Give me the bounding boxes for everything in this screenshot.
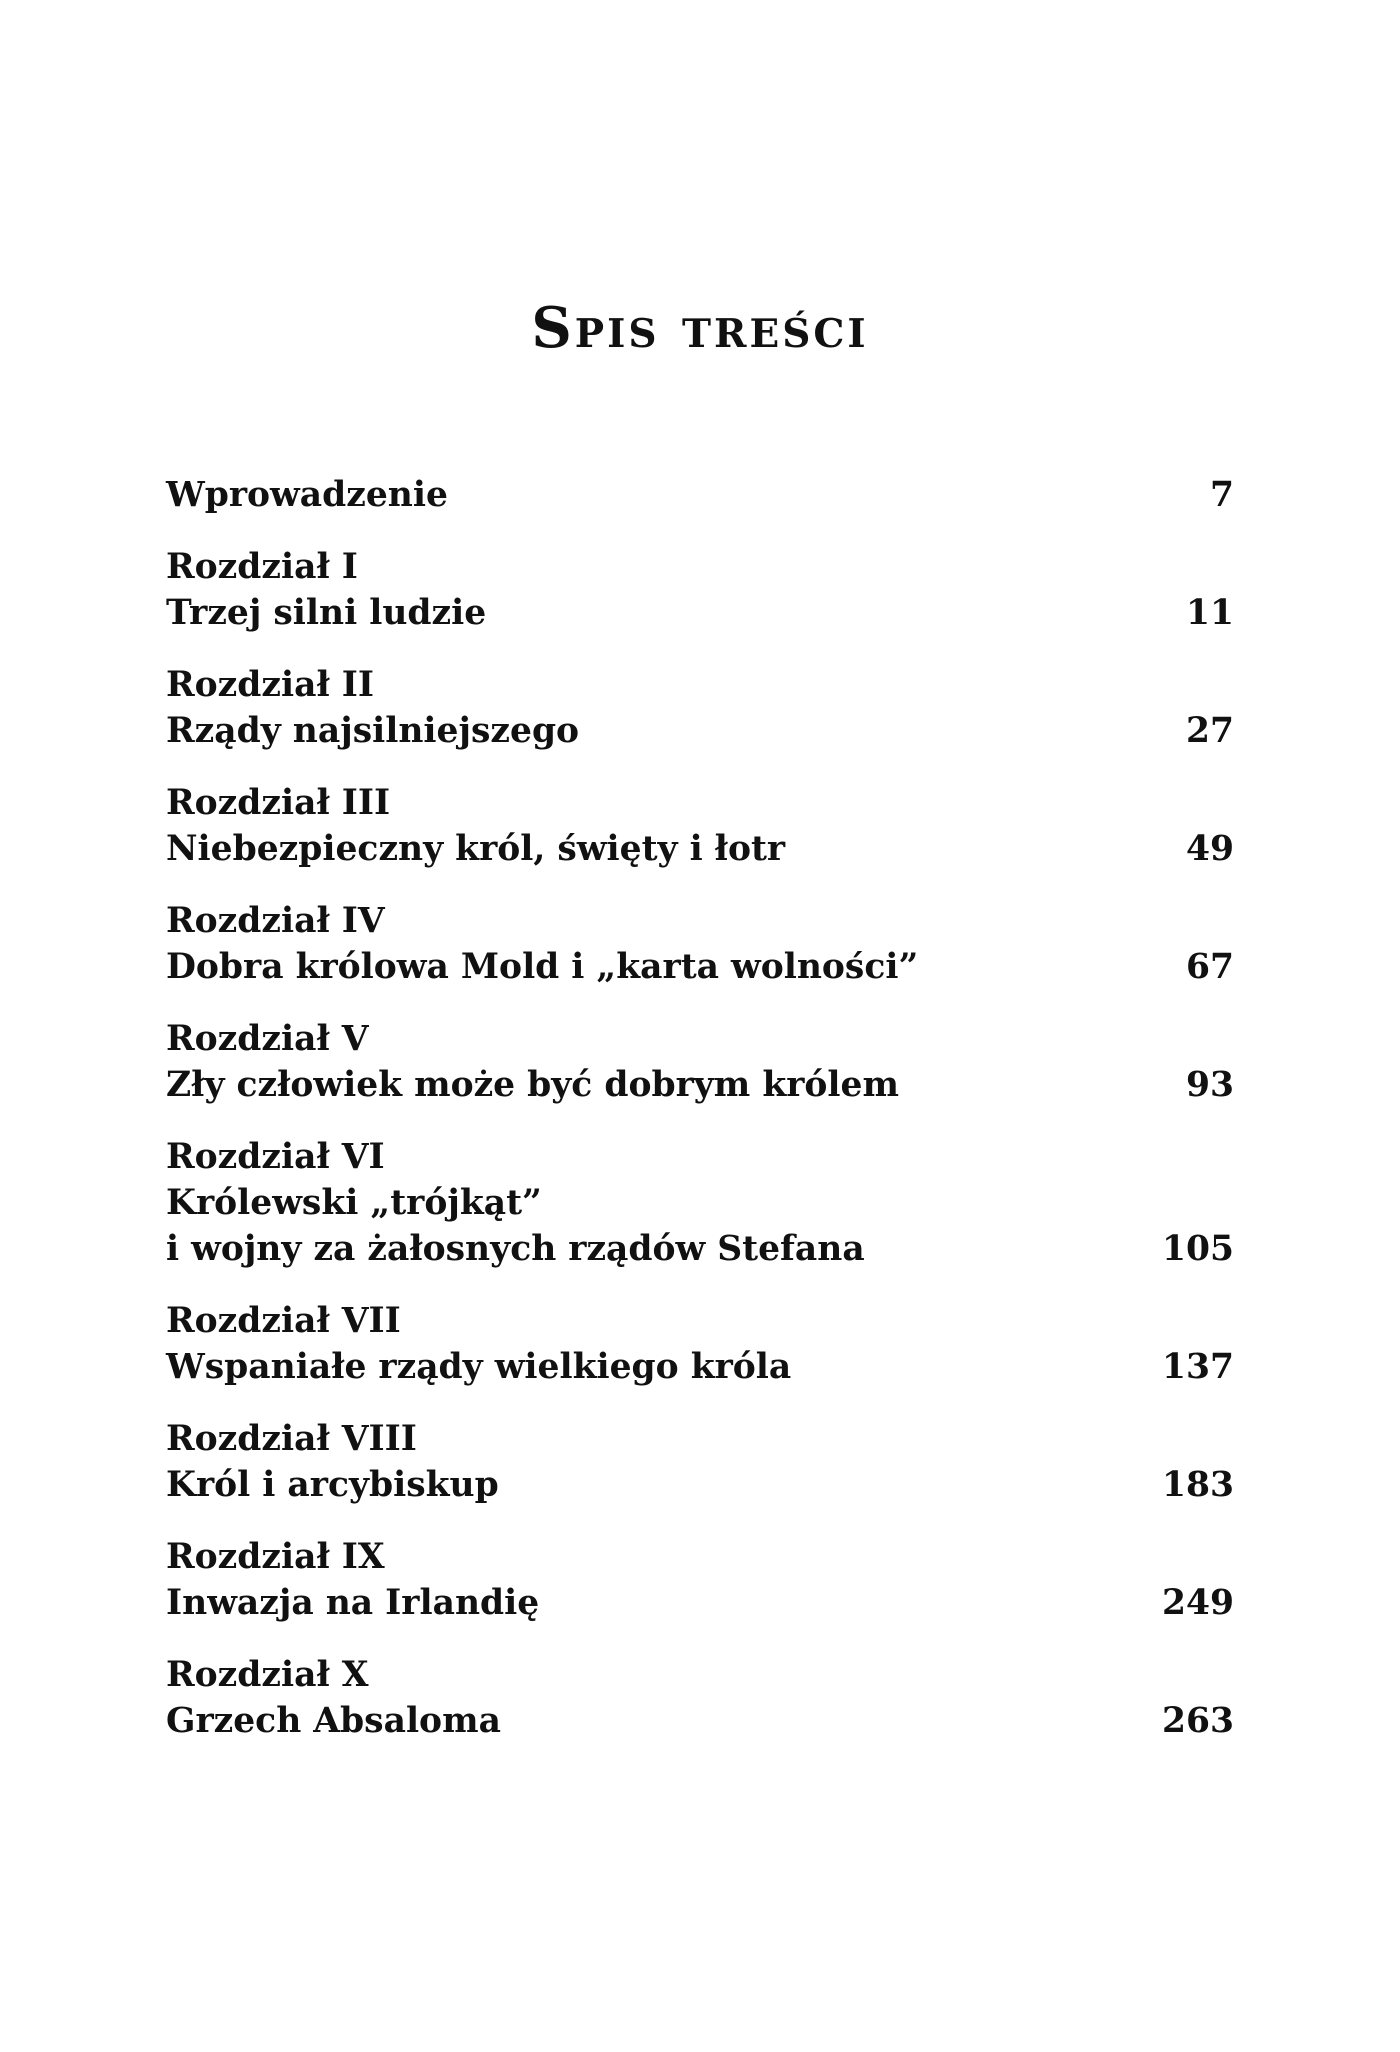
toc-chapter-label: Rozdział III bbox=[166, 783, 391, 823]
toc-chapter-label: Rozdział VIII bbox=[166, 1419, 417, 1459]
toc-entry-text bbox=[166, 780, 785, 872]
toc-chapter-label: Rozdział V bbox=[166, 1019, 369, 1059]
toc-entry-chapter-4 bbox=[166, 898, 1234, 990]
toc-entry-chapter-2 bbox=[166, 662, 1234, 754]
page-title: Spis treści bbox=[531, 295, 869, 361]
toc-entry-text bbox=[166, 472, 448, 518]
toc-page-number: 11 bbox=[1185, 593, 1234, 633]
toc-entry-text bbox=[166, 1016, 899, 1108]
toc-entry-text bbox=[166, 1652, 501, 1744]
toc-entry-title-continuation: i wojny za żałosnych rządów Stefana bbox=[166, 1229, 865, 1269]
toc-page-number: 137 bbox=[1161, 1347, 1234, 1387]
toc-entry-chapter-8 bbox=[166, 1416, 1234, 1508]
toc-entry-text bbox=[166, 1298, 791, 1390]
toc-entry-text bbox=[166, 1134, 865, 1272]
toc-entry-chapter-5 bbox=[166, 1016, 1234, 1108]
toc-entry-chapter-10 bbox=[166, 1652, 1234, 1744]
toc-entry-title: Inwazja na Irlandię bbox=[166, 1583, 540, 1623]
toc-page-number: 105 bbox=[1161, 1229, 1234, 1269]
toc-entry-title: Król i arcybiskup bbox=[166, 1465, 499, 1505]
toc-entry-title: Wprowadzenie bbox=[166, 475, 448, 515]
toc-entry-text bbox=[166, 662, 579, 754]
toc-entry-chapter-1 bbox=[166, 544, 1234, 636]
toc-chapter-label: Rozdział VII bbox=[166, 1301, 401, 1341]
toc-chapter-label: Rozdział IX bbox=[166, 1537, 385, 1577]
toc-page-number: 67 bbox=[1185, 947, 1234, 987]
toc-entry-text bbox=[166, 898, 918, 990]
toc-entry-chapter-6 bbox=[166, 1134, 1234, 1272]
toc-chapter-label: Rozdział IV bbox=[166, 901, 385, 941]
toc-entry-title: Królewski „trójkąt” bbox=[166, 1183, 542, 1223]
toc-entry-introduction bbox=[166, 472, 1234, 518]
toc-chapter-label: Rozdział X bbox=[166, 1655, 369, 1695]
toc-page-number: 49 bbox=[1185, 829, 1234, 869]
table-of-contents bbox=[166, 472, 1234, 1744]
toc-entry-chapter-3 bbox=[166, 780, 1234, 872]
toc-entry-title: Niebezpieczny król, święty i łotr bbox=[166, 829, 786, 869]
toc-chapter-label: Rozdział I bbox=[166, 547, 358, 587]
toc-entry-title: Trzej silni ludzie bbox=[166, 593, 487, 633]
toc-entry-title: Rządy najsilniejszego bbox=[166, 711, 580, 751]
toc-chapter-label: Rozdział II bbox=[166, 665, 375, 705]
toc-page-number: 263 bbox=[1161, 1701, 1234, 1741]
toc-page-number: 7 bbox=[1209, 475, 1234, 515]
toc-entry-chapter-9 bbox=[166, 1534, 1234, 1626]
toc-entry-text bbox=[166, 1534, 539, 1626]
toc-entry-text bbox=[166, 1416, 499, 1508]
toc-entry-text bbox=[166, 544, 486, 636]
toc-page-number: 249 bbox=[1161, 1583, 1234, 1623]
toc-entry-chapter-7 bbox=[166, 1298, 1234, 1390]
toc-page-number: 93 bbox=[1185, 1065, 1234, 1105]
toc-entry-title: Wspaniałe rządy wielkiego króla bbox=[166, 1347, 792, 1387]
toc-entry-title: Grzech Absaloma bbox=[166, 1701, 501, 1741]
toc-entry-title: Dobra królowa Mold i „karta wolności” bbox=[166, 947, 919, 987]
toc-chapter-label: Rozdział VI bbox=[166, 1137, 385, 1177]
toc-page-number: 27 bbox=[1185, 711, 1234, 751]
toc-entry-title: Zły człowiek może być dobrym królem bbox=[166, 1065, 899, 1105]
toc-page-number: 183 bbox=[1161, 1465, 1234, 1505]
